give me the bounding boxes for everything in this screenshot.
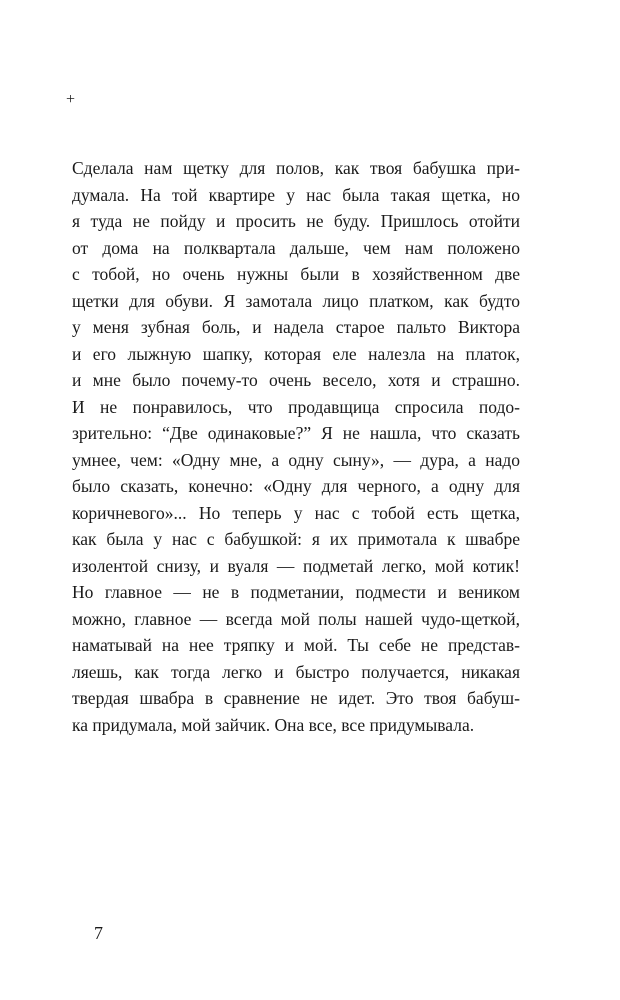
text-line: наматывай на нее тряпку и мой. Ты себе не представ- bbox=[72, 635, 520, 655]
page-number: 7 bbox=[94, 923, 103, 943]
text-line: изолентой снизу, и вуаля — подметай легко, мой котик! bbox=[72, 555, 520, 576]
text-line: щетки для обуви. Я замотала лицо платком, как будто bbox=[72, 290, 520, 311]
text-line: с тобой, но очень нужны были в хозяйственном две bbox=[72, 264, 520, 284]
text-line: и его лыжную шапку, которая еле налезла на платок, bbox=[72, 343, 520, 364]
text-line: ка придумала, мой зайчик. Она все, все придумывала. bbox=[72, 714, 475, 735]
page-marker: + bbox=[66, 91, 76, 108]
text-line: я туда не пойду и просить не буду. Пришлось отойти bbox=[72, 211, 520, 231]
text-line: думала. На той квартире у нас была такая щетка, но bbox=[72, 184, 520, 205]
text-line: И не понравилось, что продавщица спросила подо- bbox=[72, 396, 520, 417]
text-line: можно, главное — всегда мой полы нашей чудо-щеткой, bbox=[72, 608, 520, 629]
text-line: коричневого»... Но теперь у нас с тобой есть щетка, bbox=[72, 502, 520, 523]
text-line: и мне было почему-то очень весело, хотя и страшно. bbox=[72, 370, 520, 390]
text-line: умнее, чем: «Одну мне, а одну сыну», — дура, а надо bbox=[72, 449, 520, 470]
text-line: Сделала нам щетку для полов, как твоя бабушка при- bbox=[72, 158, 520, 178]
body-text bbox=[72, 155, 520, 738]
text-line: было сказать, конечно: «Одну для черного, а одну для bbox=[72, 476, 520, 496]
text-line: как была у нас с бабушкой: я их примотала к швабре bbox=[72, 529, 520, 549]
text-line: от дома на полквартала дальше, чем нам положено bbox=[72, 237, 520, 258]
text-line: Но главное — не в подметании, подмести и веником bbox=[72, 582, 520, 602]
text-line: ляешь, как тогда легко и быстро получается, никакая bbox=[72, 661, 520, 682]
text-line: зрительно: “Две одинаковые?” Я не нашла, что сказать bbox=[72, 423, 520, 443]
text-line: у меня зубная боль, и надела старое пальто Виктора bbox=[72, 317, 520, 337]
text-line: твердая швабра в сравнение не идет. Это твоя бабуш- bbox=[72, 688, 520, 708]
